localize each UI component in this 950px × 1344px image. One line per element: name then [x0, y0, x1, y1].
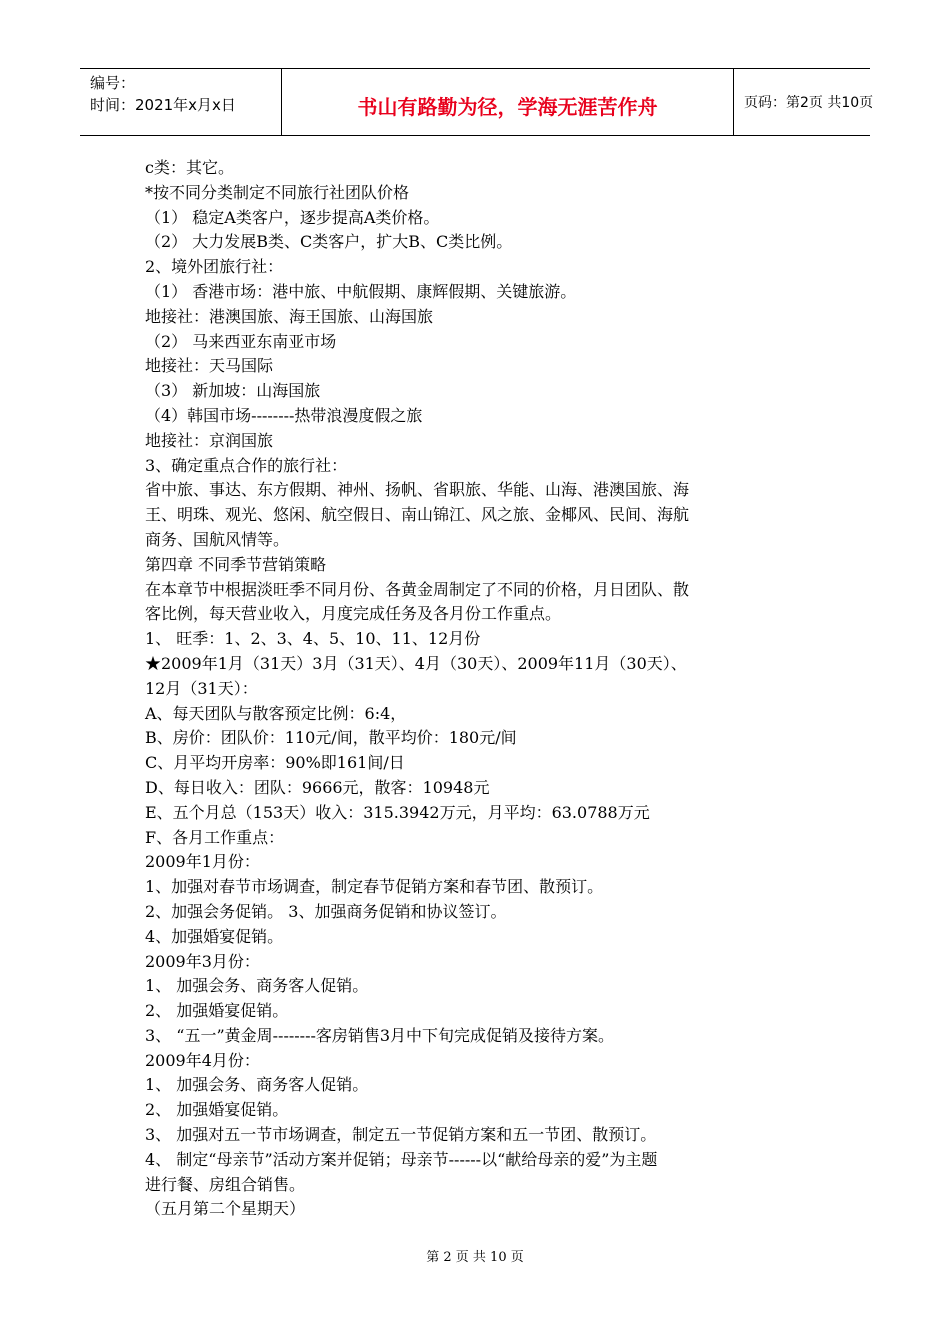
- text-line: B、房价：团队价：110元/间，散平均价：180元/间: [145, 728, 517, 748]
- text-line: 地接社：天马国际: [145, 356, 274, 376]
- page-header: [80, 68, 874, 136]
- text-line: （1） 香港市场：港中旅、中航假期、康辉假期、关键旅游。: [145, 281, 577, 301]
- text-line: 客比例，每天营业收入，月度完成任务及各月份工作重点。: [145, 604, 562, 624]
- text-line: 3、 “五一”黄金周--------客房销售3月中下旬完成促销及接待方案。: [145, 1025, 615, 1045]
- text-line: 3、 加强对五一节市场调查，制定五一节促销方案和五一节团、散预订。: [145, 1125, 657, 1145]
- header-meta: [80, 69, 282, 135]
- text-line: 2009年4月份：: [145, 1050, 260, 1070]
- text-line: 2、 加强婚宴促销。: [145, 1001, 289, 1021]
- text-line: 2、加强会务促销。 3、加强商务促销和协议签订。: [145, 901, 507, 921]
- text-line: （4）韩国市场--------热带浪漫度假之旅: [145, 405, 423, 425]
- text-line: 地接社：京润国旅: [145, 430, 274, 450]
- text-line: D、每日收入：团队：9666元，散客：10948元: [145, 777, 490, 797]
- text-line: *按不同分类制定不同旅行社团队价格: [145, 182, 410, 202]
- text-line: 王、明珠、观光、悠闲、航空假日、南山锦江、风之旅、金椰风、民间、海航: [145, 505, 690, 525]
- text-line: A、每天团队与散客预定比例：6:4，: [145, 703, 407, 723]
- text-line: 进行餐、房组合销售。: [145, 1174, 306, 1194]
- text-line: 3、确定重点合作的旅行社：: [145, 455, 348, 475]
- text-line: （五月第二个星期天）: [145, 1199, 306, 1219]
- document-body: [145, 156, 810, 1222]
- text-line: 省中旅、事达、东方假期、神州、扬帆、省职旅、华能、山海、港澳国旅、海: [145, 480, 690, 500]
- text-line: （2） 大力发展B类、C类客户，扩大B、C类比例。: [145, 232, 513, 252]
- code-label: 编号：: [90, 74, 136, 92]
- text-line: 12月（31天）：: [145, 678, 258, 698]
- text-line: 2、 加强婚宴促销。: [145, 1100, 289, 1120]
- text-line: 1、 加强会务、商务客人促销。: [145, 1075, 369, 1095]
- header-motto: 书山有路勤为径，学海无涯苦作舟: [282, 69, 734, 135]
- text-line: E、五个月总（153天）收入：315.3942万元，月平均：63.0788万元: [145, 802, 650, 822]
- text-line: 2、境外团旅行社：: [145, 257, 284, 277]
- text-line: 地接社：港澳国旅、海王国旅、山海国旅: [145, 306, 434, 326]
- text-line: 第四章 不同季节营销策略: [145, 554, 327, 574]
- text-line: （1） 稳定A类客户，逐步提高A类价格。: [145, 207, 440, 227]
- page-footer: 第 2 页 共 10 页: [426, 1250, 524, 1265]
- text-line: ★2009年1月（31天）3月（31天）、4月（30天）、2009年11月（30天）、: [145, 653, 687, 673]
- text-line: （3） 新加坡：山海国旅: [145, 381, 321, 401]
- text-line: C、月平均开房率：90%即161间/日: [145, 753, 405, 773]
- text-line: 4、加强婚宴促销。: [145, 926, 284, 946]
- text-line: F、各月工作重点：: [145, 827, 285, 847]
- text-line: 在本章节中根据淡旺季不同月份、各黄金周制定了不同的价格，月日团队、散: [145, 579, 690, 599]
- time-line: 时间：2021年x月x日: [90, 96, 236, 114]
- text-line: （2） 马来西亚东南亚市场: [145, 331, 337, 351]
- text-line: 4、 制定“母亲节”活动方案并促销；母亲节------以“献给母亲的爱”为主题: [145, 1149, 658, 1169]
- header-page-info: 页码：第2页 共10页: [744, 95, 874, 111]
- text-line: 2009年3月份：: [145, 951, 260, 971]
- text-line: 1、加强对春节市场调查，制定春节促销方案和春节团、散预订。: [145, 877, 604, 897]
- text-line: 商务、国航风情等。: [145, 529, 290, 549]
- text-line: c类：其它。: [145, 158, 234, 177]
- text-line: 1、 加强会务、商务客人促销。: [145, 976, 369, 996]
- text-line: 1、 旺季：1、2、3、4、5、10、11、12月份: [145, 629, 481, 649]
- text-line: 2009年1月份：: [145, 852, 260, 872]
